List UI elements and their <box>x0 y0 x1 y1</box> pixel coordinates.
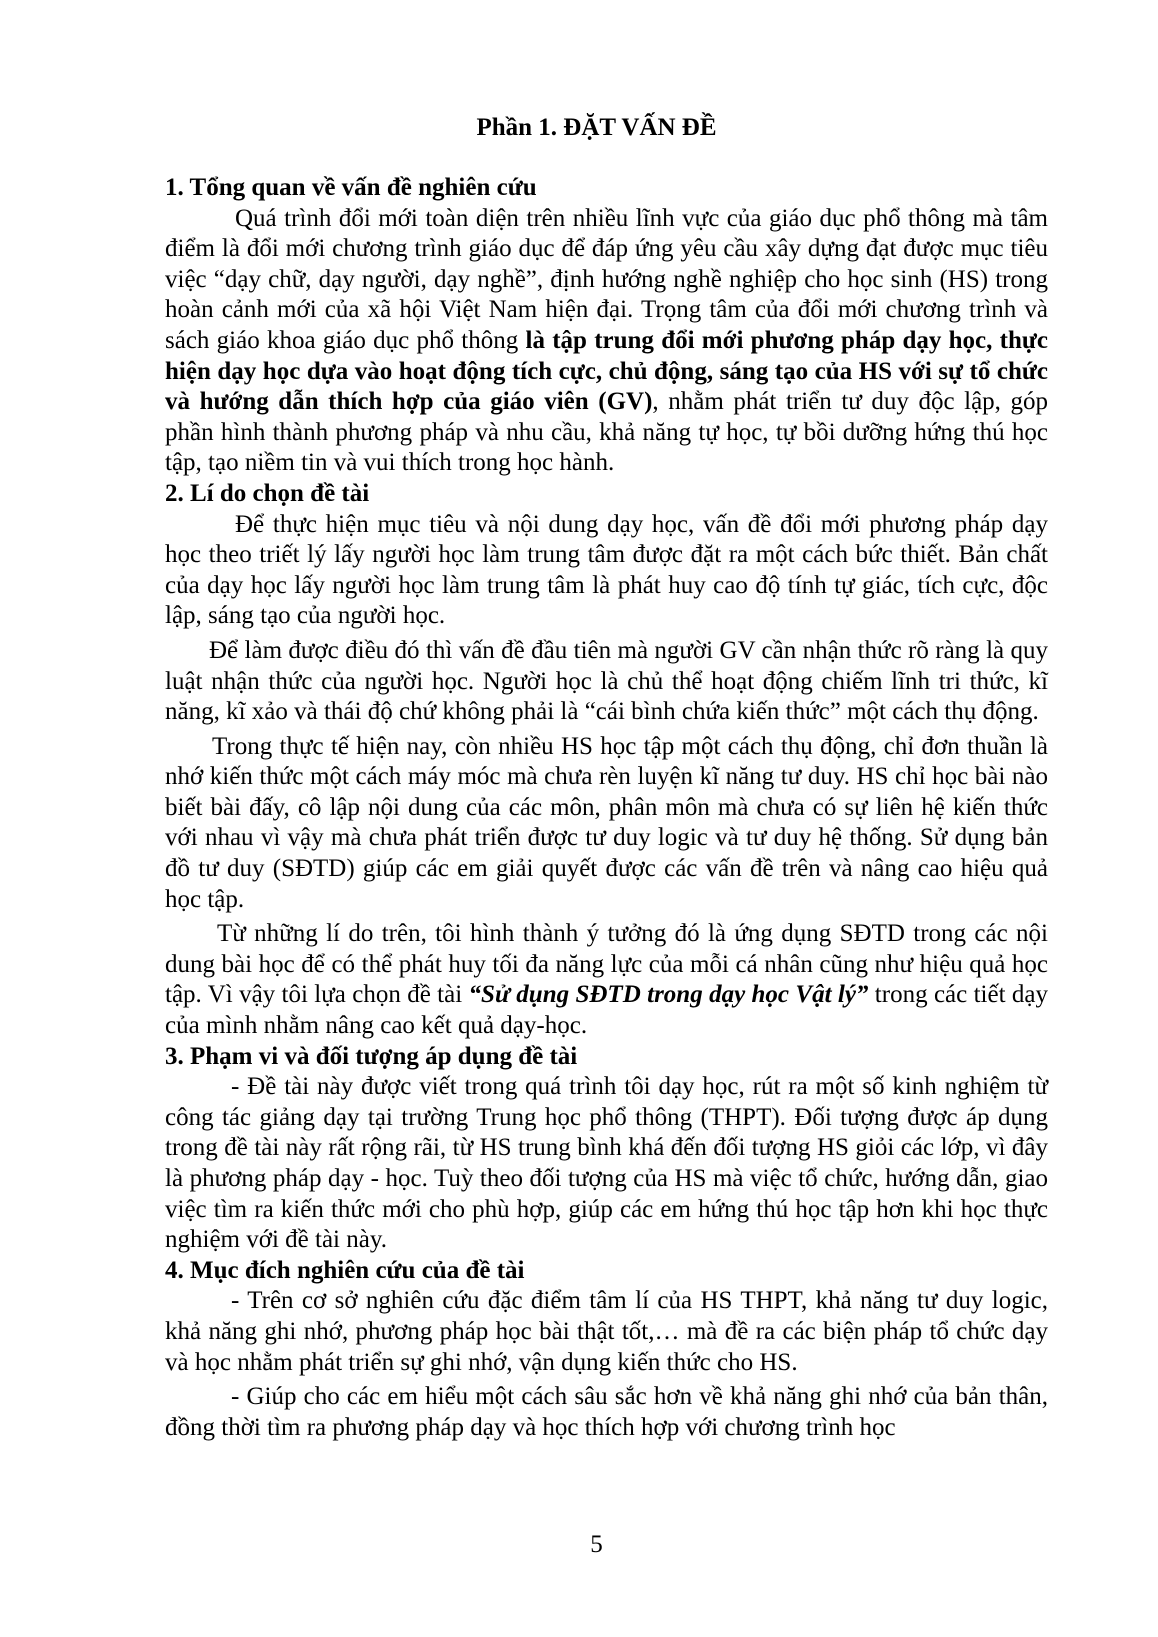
section-heading-3: 3. Phạm vi và đối tượng áp dụng đề tài <box>165 1042 578 1070</box>
page-content <box>165 173 1048 1443</box>
page-number: 5 <box>590 1531 603 1558</box>
section-2-paragraph-4 <box>165 919 1048 1041</box>
section-2-p4-text-b: trong các tiết dạy của mình nhằm nâng cao kết quả dạy-học. <box>165 981 1048 1040</box>
topic-name: “Sử dụng SĐTD trong dạy học Vật lý” <box>468 981 869 1009</box>
section-1-text-a: Quá trình đổi mới toàn diện trên nhiều lĩnh vực của giáo dục phổ thông mà tâm điểm là đổi mới chương trình giáo dục để đáp ứng yêu cầu xây dựng đạt được mục tiêu việc “dạy chữ, dạy người, dạy nghề”, định hướng nghề nghiệp cho học sinh (HS) trong hoàn cảnh mới của xã hội Việt Nam hiện đại. Trọng tâm của đổi mới chương trình và sách giáo khoa giáo dục phổ thông <box>165 204 1048 354</box>
section-4-paragraph-1: - Trên cơ sở nghiên cứu đặc điểm tâm lí của HS THPT, khả năng tư duy logic, khả năng ghi nhớ, phương pháp học bài thật tốt,… mà đề ra các biện pháp tổ chức dạy và học nhằm phát triển sự ghi nhớ, vận dụng kiến thức cho HS. <box>165 1287 1048 1376</box>
page-title: Phần 1. ĐẶT VẤN ĐỀ <box>476 114 717 141</box>
section-2-p4-text-a: Từ những lí do trên, tôi hình thành ý tưởng đó là ứng dụng SĐTD trong các nội dung bài học để có thể phát huy tối đa năng lực của mỗi cá nhân cũng như hiệu quả học tập. Vì vậy tôi lựa chọn đề tài <box>165 920 1048 1009</box>
section-4-paragraph-2: - Giúp cho các em hiểu một cách sâu sắc hơn về khả năng ghi nhớ của bản thân, đồng thời tìm ra phương pháp dạy và học thích hợp với chương trình học <box>165 1383 1048 1441</box>
section-2-paragraph-1: Để thực hiện mục tiêu và nội dung dạy học, vấn đề đổi mới phương pháp dạy học theo triết lý lấy người học làm trung tâm được đặt ra một cách bức thiết. Bản chất của dạy học lấy người học làm trung tâm là phát huy cao độ tính tự giác, tích cực, độc lập, sáng tạo của người học. <box>165 510 1048 630</box>
section-1-text-b: , nhằm phát triển tư duy độc lập, góp phần hình thành phương pháp và nhu cầu, khả năng tự học, tự bồi dưỡng hứng thú học tập, tạo niềm tin và vui thích trong học hành. <box>165 388 1049 477</box>
section-1-paragraph <box>165 204 1048 479</box>
section-2-paragraph-3: Trong thực tế hiện nay, còn nhiều HS học tập một cách thụ động, chỉ đơn thuần là nhớ kiến thức một cách máy móc mà chưa rèn luyện kĩ năng tư duy. HS chỉ học bài nào biết bài đấy, cô lập nội dung của các môn, phân môn mà chưa có sự liên hệ kiến thức với nhau vì vậy mà chưa phát triển được tư duy logic và tư duy hệ thống. Sử dụng bản đồ tư duy (SĐTD) giúp các em giải quyết được các vấn đề trên và nâng cao hiệu quả học tập. <box>165 732 1048 913</box>
section-3-paragraph: - Đề tài này được viết trong quá trình tôi dạy học, rút ra một số kinh nghiệm từ công tác giảng dạy tại trường Trung học phổ thông (THPT). Đối tượng được áp dụng trong đề tài này rất rộng rãi, từ HS trung bình khá đến đối tượng HS giỏi các lớp, vì đây là phương pháp dạy - học. Tuỳ theo đối tượng của HS mà việc tổ chức, hướng dẫn, giao việc tìm ra kiến thức mới cho phù hợp, giúp các em hứng thú học tập hơn khi học thực nghiệm với đề tài này. <box>165 1073 1048 1254</box>
section-heading-1: 1. Tổng quan về vấn đề nghiên cứu <box>165 174 537 201</box>
section-heading-2: 2. Lí do chọn đề tài <box>165 479 370 507</box>
section-2-paragraph-2: Để làm được điều đó thì vấn đề đầu tiên mà người GV cần nhận thức rõ ràng là quy luật nhận thức của người học. Người học là chủ thể hoạt động chiếm lĩnh tri thức, kĩ năng, kĩ xảo và thái độ chứ không phải là “cái bình chứa kiến thức” một cách thụ động. <box>165 636 1048 726</box>
section-1-bold-text: là tập trung đổi mới phương pháp dạy học, thực hiện dạy học dựa vào hoạt động tích cực, chủ động, sáng tạo của HS với sự tổ chức và hướng dẫn thích hợp của giáo viên (GV) <box>165 326 1048 416</box>
section-heading-4: 4. Mục đích nghiên cứu của đề tài <box>165 1256 525 1284</box>
